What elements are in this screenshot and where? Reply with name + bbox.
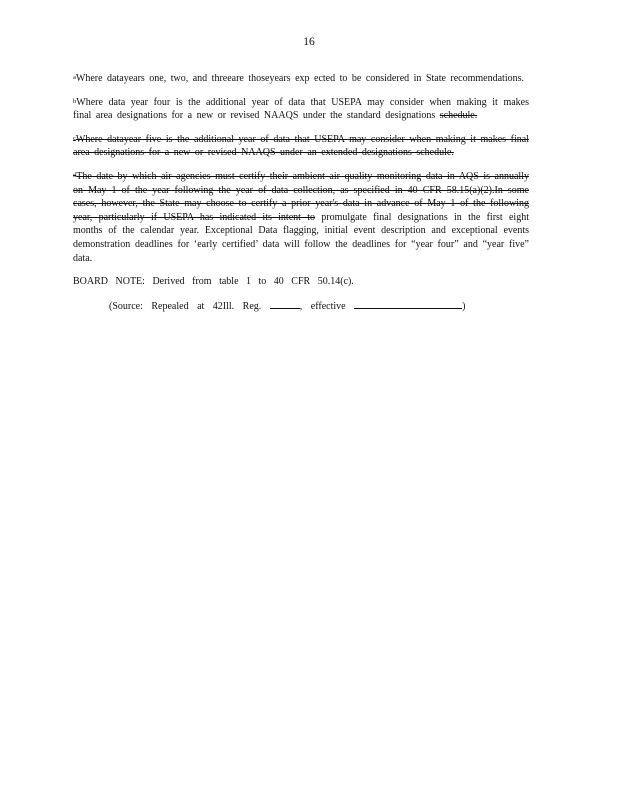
footnote-marker: d [73, 171, 77, 179]
struck-text: schedule. [439, 110, 478, 122]
footnote-text: promulgate final designations in the first eight months of the calendar year. Exceptional Data flagging, initial event description and exceptional events demonstration deadlines for ‘early certified’ data will follow the deadlines for “year four” and “year five” data. [73, 211, 529, 264]
footnote-a [73, 72, 529, 86]
source-middle: , effective [299, 300, 346, 312]
source-line [73, 300, 529, 314]
footnote-text: Where data year four is the additional year of data that USEPA may consider when making it makes final area designations for a new or revised NAAQS under the standard designations [73, 96, 529, 122]
document-body [73, 72, 529, 313]
footnote-marker: a [73, 74, 76, 81]
source-prefix: (Source: Repealed at 42Ill. Reg. [109, 300, 262, 312]
footnote-d [73, 170, 529, 265]
source-suffix: ) [462, 300, 466, 312]
struck-text: The date by which air agencies must certify their ambient air quality monitoring data in AQS is annually on May 1 of the year following the year of data collection, as specified in 40 CFR 58.15(a)(2).In some cases, however, the State may choose to certify a prior year's data in advance of May 1 of the following year, particularly if USEPA has indicated its intent to [73, 170, 529, 223]
footnote-c-deleted [73, 133, 529, 160]
register-number-blank [270, 300, 300, 309]
footnote-marker: c [73, 134, 76, 142]
footnote-text: Where datayears one, two, and threeare thoseyears exp ected to be considered in State recommendations. [75, 73, 524, 84]
board-note: BOARD NOTE: Derived from table 1 to 40 CFR 50.14(c). [73, 276, 354, 288]
footnote-text: Where datayear five is the additional year of data that USEPA may consider when making it makes final area designations for a new or revised NAAQS under an extended designations schedule. [73, 133, 529, 159]
effective-date-blank [354, 300, 462, 309]
page-number: 16 [303, 36, 315, 48]
footnote-b [73, 96, 529, 123]
footnote-marker: b [73, 97, 77, 105]
